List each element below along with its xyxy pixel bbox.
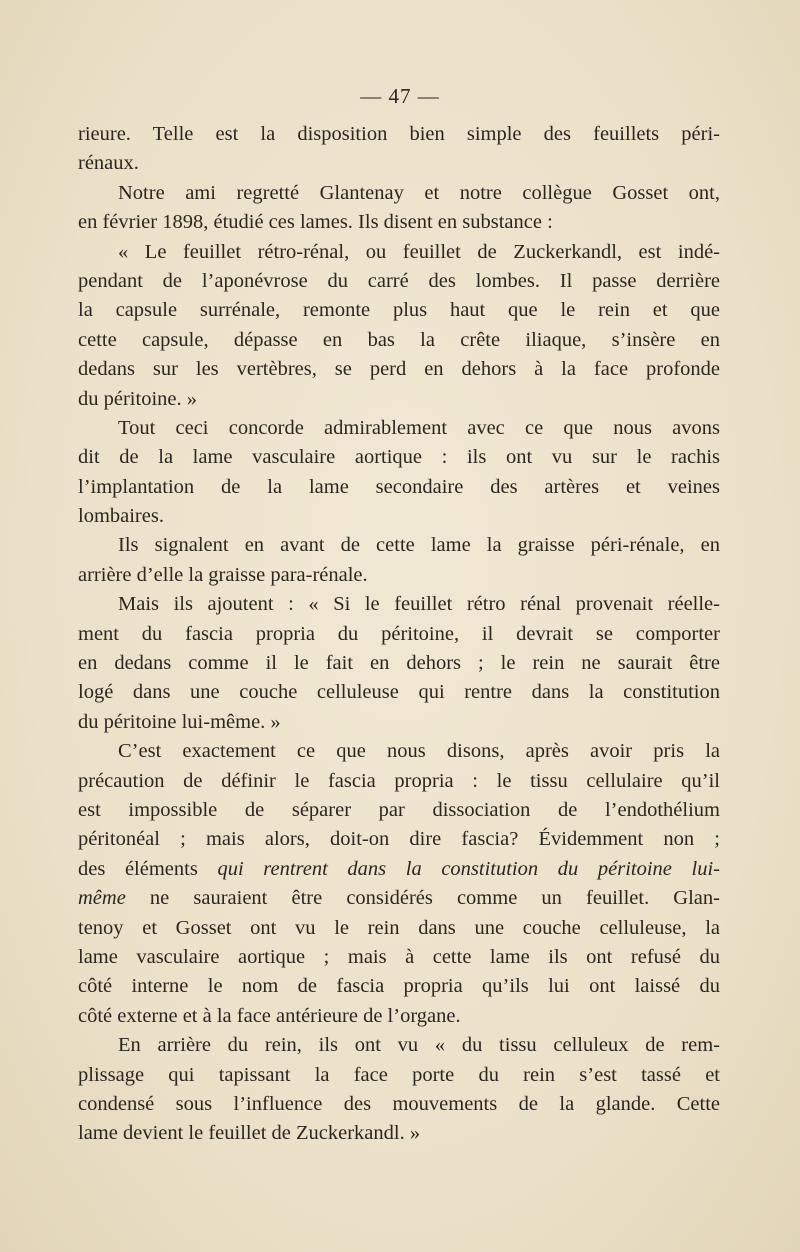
text-line [78, 296, 720, 325]
body-text [78, 120, 720, 1149]
text-segment: plissage qui tapissant la face porte du rein s’est tassé et [78, 1063, 720, 1086]
text-line [78, 649, 720, 678]
text-line [78, 708, 720, 737]
text-segment: dedans sur les vertèbres, se perd en dehors à la face profonde [78, 358, 720, 381]
text-line [78, 620, 720, 649]
text-line [78, 385, 720, 414]
text-line [78, 326, 720, 355]
text-line [78, 120, 720, 149]
text-segment: pendant de l’aponévrose du carré des lombes. Il passe derrière [78, 269, 720, 292]
text-segment: logé dans une couche celluleuse qui rentre dans la constitution [78, 681, 720, 704]
text-segment: Notre ami regretté Glantenay et notre collègue Gosset ont, [118, 181, 720, 204]
text-line [78, 943, 720, 972]
text-segment: est impossible de séparer par dissociation de l’endothélium [78, 798, 720, 821]
text-segment: la capsule surrénale, remonte plus haut que le rein et que [78, 299, 720, 322]
text-segment: C’est exactement ce que nous disons, après avoir pris la [118, 740, 720, 763]
text-line [78, 414, 720, 443]
text-line [78, 855, 720, 884]
text-segment: péritonéal ; mais alors, doit-on dire fascia? Évidemment non ; [78, 828, 720, 851]
text-line [78, 972, 720, 1001]
text-segment: Ils signalent en avant de cette lame la graisse péri-rénale, en [118, 534, 720, 557]
text-segment: lame devient le feuillet de Zuckerkandl. » [78, 1122, 421, 1145]
text-segment: En arrière du rein, ils ont vu « du tissu celluleux de rem- [118, 1034, 720, 1057]
text-segment: Mais ils ajoutent : « Si le feuillet rétro rénal provenait réelle- [118, 593, 720, 616]
text-segment: dit de la lame vasculaire aortique : ils ont vu sur le rachis [78, 446, 720, 469]
text-line [78, 884, 720, 913]
text-line [78, 531, 720, 560]
text-segment: précaution de définir le fascia propria : le tissu cellulaire qu’il [78, 769, 720, 792]
text-line [78, 149, 720, 178]
text-segment: du péritoine. » [78, 387, 197, 410]
text-segment: ne sauraient être considérés comme un feuillet. Glan- [125, 887, 720, 910]
text-line [78, 796, 720, 825]
page-number: — 47 — [360, 84, 440, 108]
text-segment: côté interne le nom de fascia propria qu’ils lui ont laissé du [78, 975, 720, 998]
text-segment: l’implantation de la lame secondaire des artères et veines [78, 475, 720, 498]
italic-segment: même [78, 887, 126, 910]
text-line [78, 1119, 720, 1148]
text-segment: cette capsule, dépasse en bas la crête iliaque, s’insère en [78, 328, 720, 351]
text-segment: ment du fascia propria du péritoine, il devrait se comporter [78, 622, 720, 645]
text-line [78, 561, 720, 590]
text-segment: rieure. Telle est la disposition bien simple des feuillets péri- [78, 123, 720, 145]
italic-segment: qui rentrent dans la constitution du péritoine lui- [217, 857, 720, 880]
text-segment: tenoy et Gosset ont vu le rein dans une couche celluleuse, la [78, 916, 720, 939]
text-segment: « Le feuillet rétro-rénal, ou feuillet de Zuckerkandl, est indé- [118, 240, 720, 263]
text-segment: arrière d’elle la graisse para-rénale. [78, 563, 368, 586]
text-segment: Tout ceci concorde admirablement avec ce que nous avons [118, 416, 720, 439]
text-segment: lame vasculaire aortique ; mais à cette lame ils ont refusé du [78, 945, 720, 968]
text-line [78, 502, 720, 531]
text-line [78, 767, 720, 796]
text-segment: du péritoine lui-même. » [78, 710, 281, 733]
text-line [78, 1002, 720, 1031]
text-line [78, 914, 720, 943]
text-segment: en février 1898, étudié ces lames. Ils disent en substance : [78, 211, 553, 234]
text-line [78, 473, 720, 502]
text-line [78, 737, 720, 766]
text-segment: en dedans comme il le fait en dehors ; le rein ne saurait être [78, 652, 720, 675]
text-line [78, 355, 720, 384]
text-line [78, 238, 720, 267]
text-line [78, 1061, 720, 1090]
text-segment: des éléments [78, 857, 218, 880]
text-segment: rénaux. [78, 152, 139, 175]
text-line [78, 267, 720, 296]
text-line [78, 590, 720, 619]
text-line [78, 1090, 720, 1119]
text-segment: lombaires. [78, 505, 164, 528]
text-line [78, 208, 720, 237]
text-segment: côté externe et à la face antérieure de l’organe. [78, 1004, 461, 1027]
text-line [78, 179, 720, 208]
text-line [78, 443, 720, 472]
text-line [78, 825, 720, 854]
text-line [78, 1031, 720, 1060]
text-line [78, 678, 720, 707]
text-segment: condensé sous l’influence des mouvements de la glande. Cette [78, 1092, 720, 1115]
